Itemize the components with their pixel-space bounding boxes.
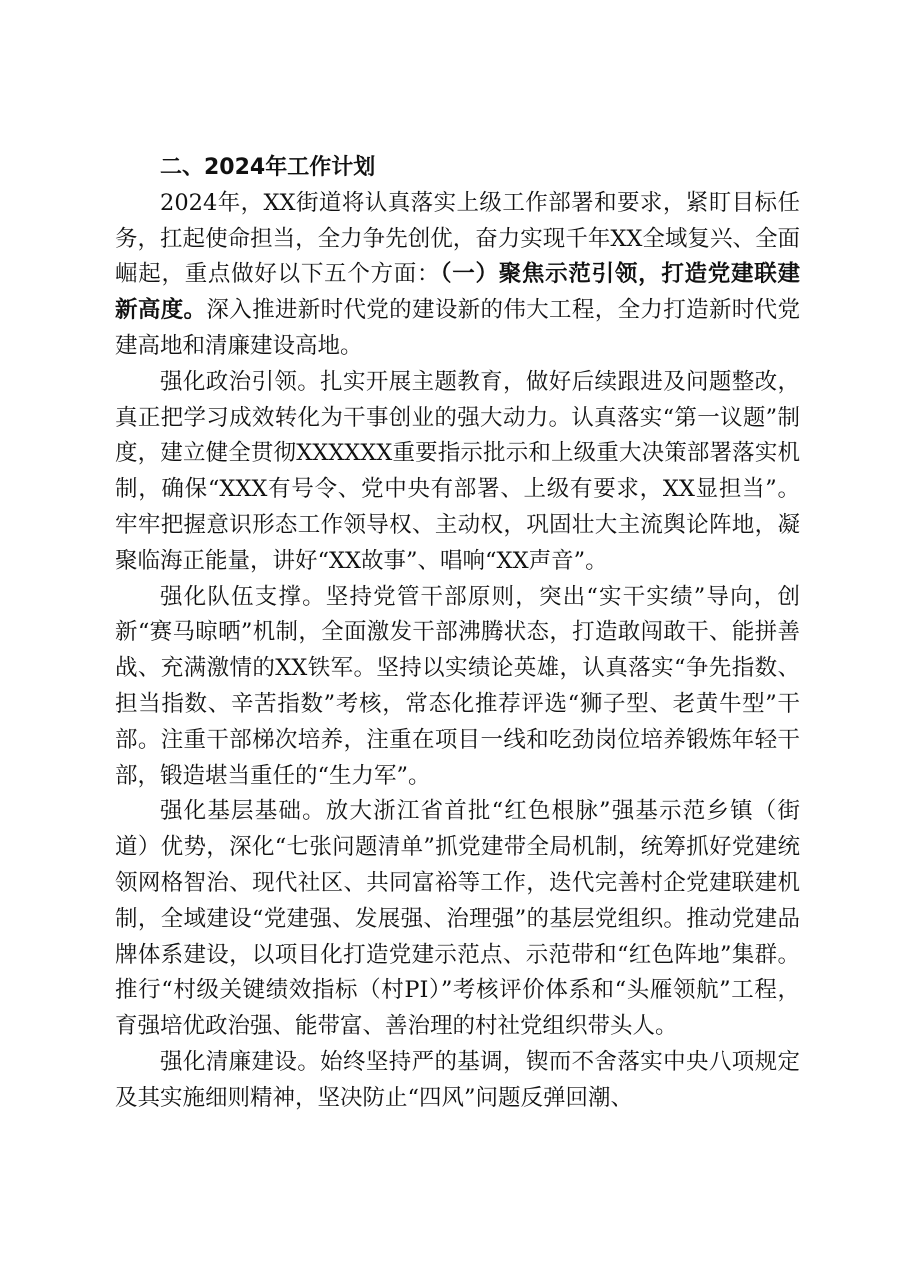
- paragraph-grassroots-foundation: 强化基层基础。放大浙江省首批“红色根脉”强基示范乡镇（街道）优势，深化“七张问题清单”抓党建带全局机制，统筹抓好党建统领网格智治、现代社区、共同富裕等工作，迭代完善村企党建联建机制，全域建设“党建强、发展强、治理强”的基层党组织。推动党建品牌体系建设，以项目化打造党建示范点、示范带和“红色阵地”集群。推行“村级关键绩效指标（村PI）”考核评价体系和“头雁领航”工程，育强培优政治强、能带富、善治理的村社党组织带头人。: [115, 798, 800, 1040]
- section-heading: 二、2024年工作计划: [160, 155, 376, 180]
- intro-bold-subheading: （一）聚焦示范引领，打造党建联建新高度。: [115, 261, 800, 324]
- paragraph-integrity-building: 强化清廉建设。始终坚持严的基调，锲而不舍落实中央八项规定及其实施细则精神，坚决防止“四风”问题反弹回潮、: [115, 1048, 800, 1111]
- intro-paragraph: [115, 186, 800, 365]
- paragraph-team-support: 强化队伍支撑。坚持党管干部原则，突出“实干实绩”导向，创新“赛马晾晒”机制，全面激发干部沸腾状态，打造敢闯敢干、能拼善战、充满激情的XX铁军。坚持以实绩论英雄，认真落实“争先指数、担当指数、辛苦指数”考核，常态化推荐评选“狮子型、老黄牛型”干部。注重干部梯次培养，注重在项目一线和吃劲岗位培养锻炼年轻干部，锻造堪当重任的“生力军”。: [115, 583, 800, 789]
- intro-text-after: 深入推进新时代党的建设新的伟大工程，全力打造新时代党建高地和清廉建设高地。: [115, 297, 800, 359]
- intro-text-before: 2024年，XX街道将认真落实上级工作部署和要求，紧盯目标任务，扛起使命担当，全力争先创优，奋力实现千年XX全域复兴、全面崛起，重点做好以下五个方面：: [115, 189, 800, 288]
- paragraph-political-leadership: 强化政治引领。扎实开展主题教育，做好后续跟进及问题整改，真正把学习成效转化为干事创业的强大动力。认真落实“第一议题”制度，建立健全贯彻XXXXXX重要指示批示和上级重大决策部署落实机制，确保“XXX有号令、党中央有部署、上级有要求，XX显担当”。牢牢把握意识形态工作领导权、主动权，巩固壮大主流舆论阵地，凝聚临海正能量，讲好“XX故事”、唱响“XX声音”。: [115, 368, 800, 574]
- document-body: [115, 150, 800, 1117]
